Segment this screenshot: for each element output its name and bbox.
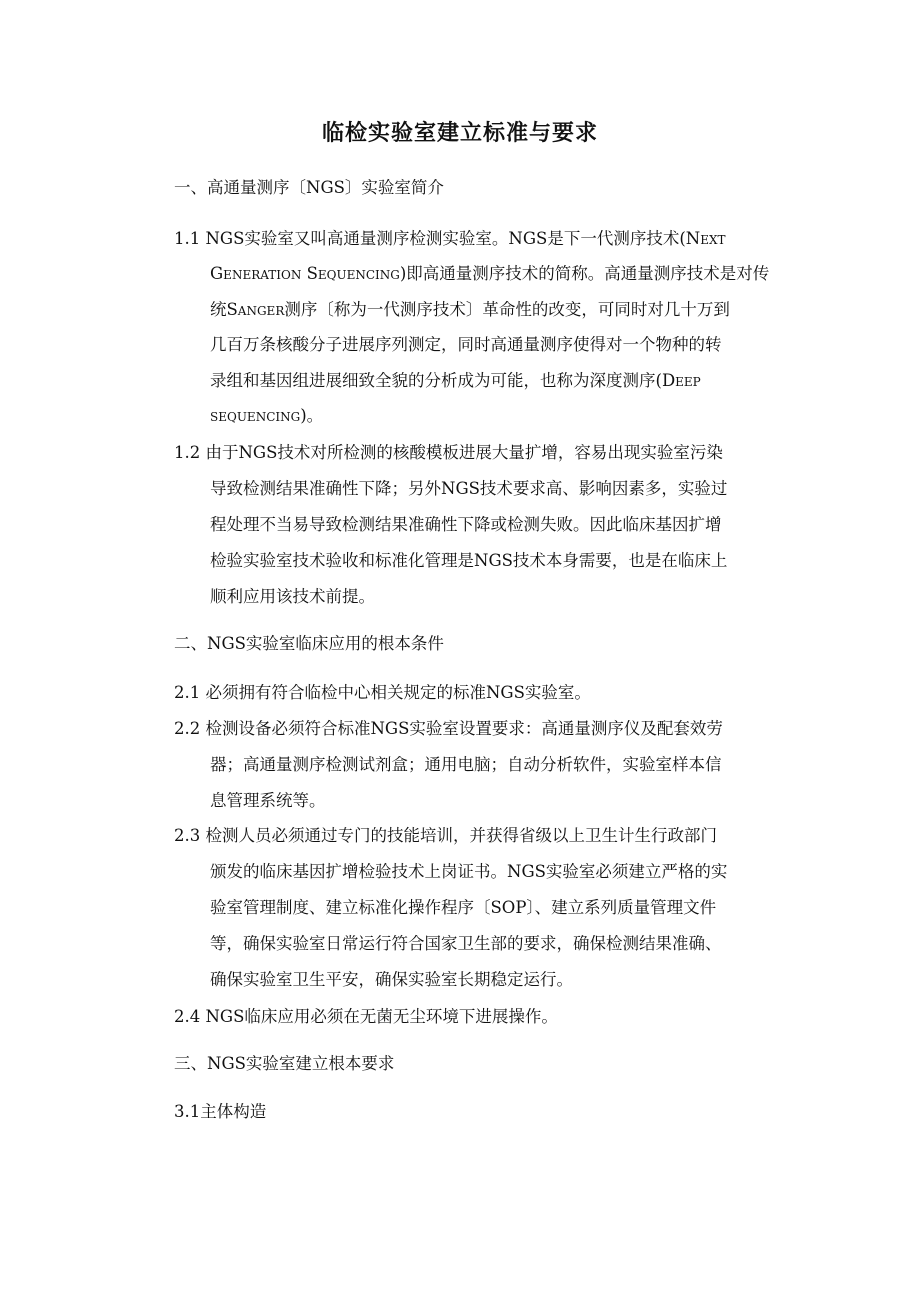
document-title: 临检实验室建立标准与要求 [321,121,598,146]
para-2-3-line-1: 2.3 检测人员必须通过专门的技能培训，并获得省级以上卫生计生行政部门 [174,826,717,845]
para-2-1-line-1: 2.1 必须拥有符合临检中心相关规定的标准NGS实验室。 [174,683,591,702]
text-run: )。 [300,406,324,425]
section-2-heading: 二、NGS实验室临床应用的根本条件 [174,634,444,653]
text-run: 1.1 NGS实验室又叫高通量测序检测实验室。NGS是下一代测序技术( [174,229,686,248]
para-2-3-line-3: 验室管理制度、建立标准化操作程序〔SOP〕、建立系列质量管理文件 [210,898,717,917]
section-1-heading: 一、高通量测序〔NGS〕实验室简介 [174,178,444,197]
para-2-3-line-2: 颁发的临床基因扩增检验技术上岗证书。NGS实验室必须建立严格的实 [210,862,728,881]
para-1-1-line-4: 几百万条核酸分子进展序列测定，同时高通量测序使得对一个物种的转 [210,335,722,354]
text-run: )即高通量测序技术的简称。高通量测序技术是对传 [399,264,770,283]
para-2-3-line-4: 等，确保实验室日常运行符合国家卫生部的要求，确保检测结果准确、 [210,934,722,953]
text-run: Sanger [226,300,285,319]
text-run: Generation Sequencing [210,264,400,283]
text-run: 录组和基因组进展细致全貌的分析成为可能，也称为深度测序( [210,371,662,390]
para-2-2-line-1: 2.2 检测设备必须符合标准NGS实验室设置要求：高通量测序仪及配套效劳 [174,719,723,738]
text-run: 统 [210,300,227,319]
para-1-2-line-2: 导致检测结果准确性下降；另外NGS技术要求高、影响因素多，实验过 [210,479,728,498]
para-1-1-line-6 [210,404,323,428]
section-3-heading: 三、NGS实验室建立根本要求 [174,1054,395,1073]
para-2-2-line-3: 息管理系统等。 [210,791,326,810]
text-run: 测序〔称为一代测序技术〕革命性的改变，可同时对几十万到 [284,300,730,319]
para-1-1-line-2 [210,262,769,286]
text-run: sequencing [210,406,301,425]
para-2-2-line-2: 器；高通量测序检测试剂盒；通用电脑；自动分析软件，实验室样本信 [210,755,722,774]
para-1-2-line-3: 程处理不当易导致检测结果准确性下降或检测失败。因此临床基因扩增 [210,515,722,534]
para-2-3-line-5: 确保实验室卫生平安，确保实验室长期稳定运行。 [210,970,573,989]
text-run: Deep [661,371,701,390]
para-1-1-line-3 [210,298,730,322]
para-1-1-line-5 [210,369,701,393]
para-2-4-line-1: 2.4 NGS临床应用必须在无菌无尘环境下进展操作。 [174,1007,558,1026]
text-run: Next [685,229,726,248]
section-3-1-heading: 3.1主体构造 [174,1102,267,1121]
para-1-2-line-1: 1.2 由于NGS技术对所检测的核酸模板进展大量扩增，容易出现实验室污染 [174,443,723,462]
para-1-2-line-5: 顺利应用该技术前提。 [210,587,375,606]
para-1-2-line-4: 检验实验室技术验收和标准化管理是NGS技术本身需要，也是在临床上 [210,551,728,570]
para-1-1-line-1 [174,227,726,251]
